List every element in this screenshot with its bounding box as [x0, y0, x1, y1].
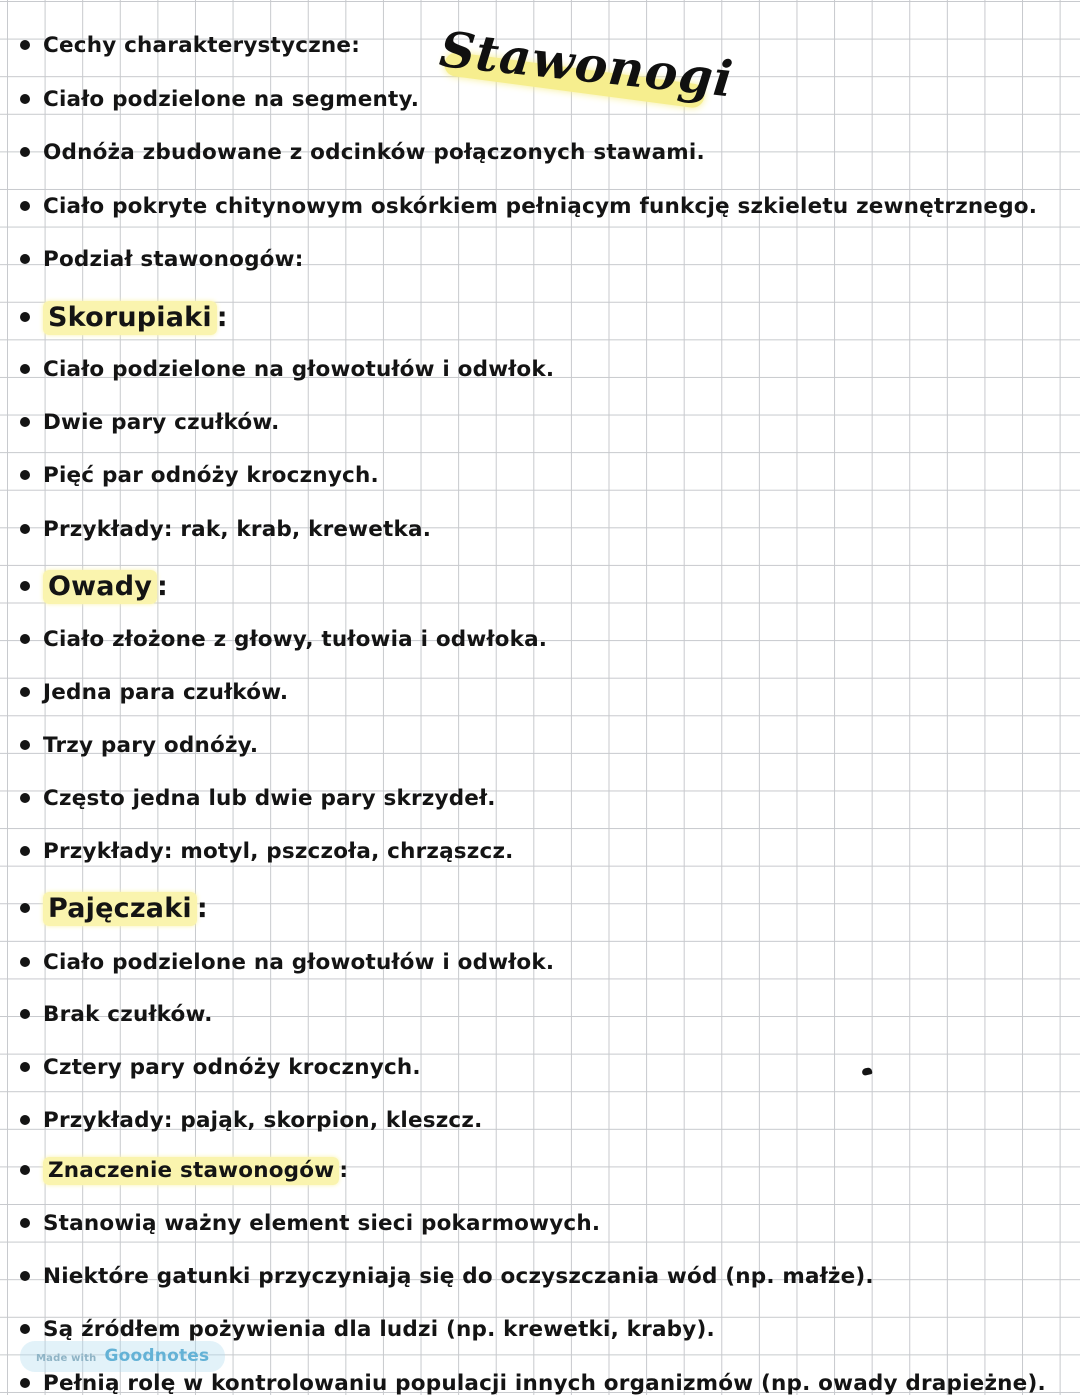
- bullet-icon: [20, 1324, 30, 1334]
- bullet-icon: [20, 1062, 30, 1072]
- section-header-znaczenie: [20, 1153, 348, 1187]
- bullet-icon: [20, 312, 30, 322]
- list-item-text: Często jedna lub dwie pary skrzydeł.: [43, 785, 496, 811]
- page-title-text: Stawonogi: [436, 20, 737, 109]
- section-header-text: [43, 893, 208, 924]
- highlighted-text: Pajęczaki: [43, 892, 197, 926]
- bullet-icon: [20, 581, 30, 591]
- list-item-text: Ciało podzielone na segmenty.: [43, 86, 420, 112]
- list-item-text: Podział stawonogów:: [43, 246, 304, 272]
- section-header-skorupiaki: [20, 297, 228, 337]
- bullet-icon: [20, 740, 30, 750]
- list-item: [20, 28, 360, 62]
- list-item-text: Przykłady: pająk, skorpion, kleszcz.: [43, 1107, 483, 1133]
- list-item: [20, 997, 213, 1031]
- bullet-icon: [20, 1009, 30, 1019]
- section-header-text: [43, 1158, 348, 1183]
- list-item-text: Niektóre gatunki przyczyniają się do oczyszczania wód (np. małże).: [43, 1263, 874, 1289]
- header-colon: :: [157, 570, 169, 602]
- bullet-icon: [20, 1165, 30, 1175]
- bullet-icon: [20, 903, 30, 913]
- list-item: [20, 945, 554, 979]
- bullet-icon: [20, 364, 30, 374]
- list-item-text: Pełnią rolę w kontrolowaniu populacji innych organizmów (np. owady drapieżne).: [43, 1370, 1046, 1396]
- stray-pen-mark: [861, 1067, 872, 1076]
- list-item-text: Są źródłem pożywienia dla ludzi (np. krewetki, kraby).: [43, 1316, 715, 1342]
- header-colon: :: [196, 892, 208, 924]
- list-item: [20, 834, 514, 868]
- list-item-text: Stanowią ważny element sieci pokarmowych.: [43, 1210, 601, 1236]
- list-item-text: Ciało pokryte chitynowym oskórkiem pełniącym funkcję szkieletu zewnętrznego.: [43, 193, 1038, 219]
- list-item-text: Odnóża zbudowane z odcinków połączonych stawami.: [43, 139, 705, 165]
- list-item-text: Ciało podzielone na głowotułów i odwłok.: [43, 356, 555, 382]
- list-item-text: Pięć par odnóży krocznych.: [43, 462, 379, 488]
- list-item: [20, 242, 304, 276]
- section-header-pajeczaki: [20, 888, 208, 928]
- header-colon: :: [339, 1157, 349, 1183]
- bullet-icon: [20, 634, 30, 644]
- bullet-icon: [20, 1378, 30, 1388]
- goodnotes-watermark: [20, 1341, 225, 1372]
- highlighted-text: Owady: [43, 570, 157, 604]
- bullet-icon: [20, 687, 30, 697]
- section-header-owady: [20, 566, 168, 606]
- bullet-icon: [20, 846, 30, 856]
- bullet-icon: [20, 254, 30, 264]
- highlighted-text: Znaczenie stawonogów: [43, 1157, 339, 1185]
- highlighted-text: Skorupiaki: [43, 301, 217, 335]
- bullet-icon: [20, 524, 30, 534]
- list-item: [20, 189, 1037, 223]
- list-item: [20, 352, 554, 386]
- bullet-icon: [20, 470, 30, 480]
- list-item: [20, 675, 288, 709]
- bullet-icon: [20, 1218, 30, 1228]
- list-item-text: Brak czułków.: [43, 1001, 213, 1027]
- bullet-icon: [20, 40, 30, 50]
- goodnotes-logo: Goodnotes: [104, 1346, 210, 1366]
- bullet-icon: [20, 793, 30, 803]
- list-item-text: Cechy charakterystyczne:: [43, 32, 360, 58]
- header-colon: :: [216, 301, 228, 333]
- bullet-icon: [20, 201, 30, 211]
- list-item: [20, 1259, 874, 1293]
- list-item-text: Przykłady: rak, krab, krewetka.: [43, 516, 432, 542]
- bullet-icon: [20, 94, 30, 104]
- list-item: [20, 1103, 482, 1137]
- bullet-icon: [20, 1271, 30, 1281]
- list-item-text: Ciało podzielone na głowotułów i odwłok.: [43, 949, 555, 975]
- list-item: [20, 405, 279, 439]
- list-item: [20, 458, 379, 492]
- bullet-icon: [20, 147, 30, 157]
- list-item: [20, 135, 705, 169]
- list-item-text: Trzy pary odnóży.: [43, 732, 259, 758]
- section-header-text: [43, 571, 168, 602]
- bullet-icon: [20, 957, 30, 967]
- list-item-text: Ciało złożone z głowy, tułowia i odwłoka.: [43, 626, 548, 652]
- bullet-icon: [20, 1115, 30, 1125]
- section-header-text: [43, 302, 228, 333]
- list-item-text: Cztery pary odnóży krocznych.: [43, 1054, 421, 1080]
- list-item: [20, 1050, 421, 1084]
- list-item-text: Jedna para czułków.: [43, 679, 289, 705]
- list-item: [20, 781, 496, 815]
- list-item: [20, 622, 547, 656]
- bullet-icon: [20, 417, 30, 427]
- list-item: [20, 512, 431, 546]
- watermark-prefix: Made with: [36, 1353, 97, 1364]
- page-title: [433, 20, 742, 151]
- list-item-text: Przykłady: motyl, pszczoła, chrząszcz.: [43, 838, 514, 864]
- list-item: [20, 1206, 600, 1240]
- list-item: [20, 728, 258, 762]
- list-item-text: Dwie pary czułków.: [43, 409, 280, 435]
- list-item: [20, 82, 419, 116]
